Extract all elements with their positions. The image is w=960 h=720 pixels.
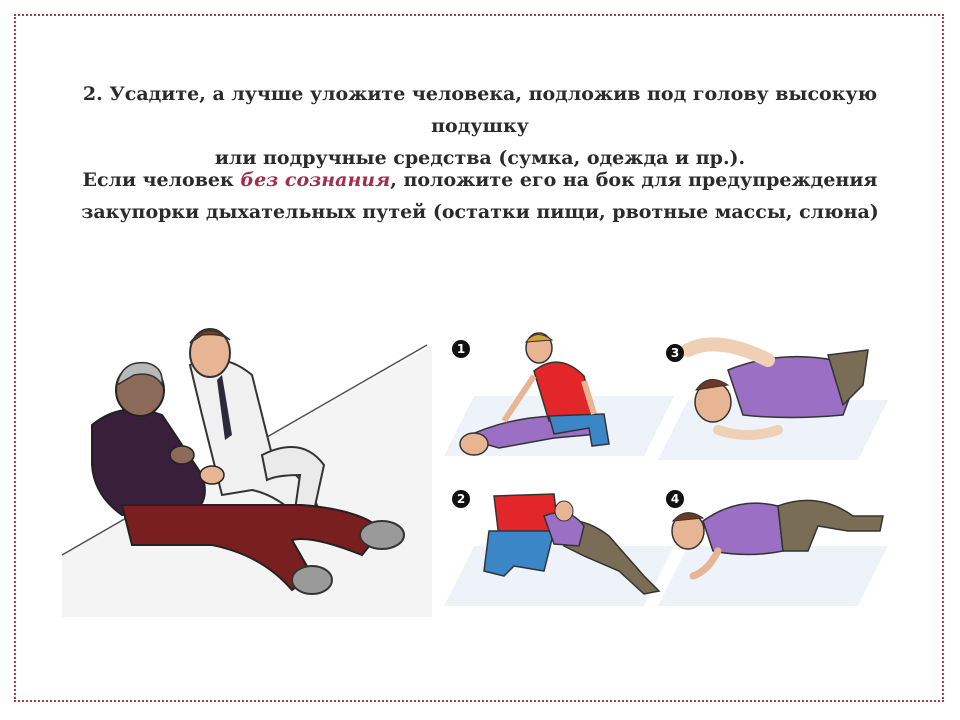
step-number-badge: 1 (452, 340, 470, 358)
step-number-badge: 4 (666, 490, 684, 508)
unconscious-prefix: Если человек (82, 169, 241, 191)
recovery-step-4 (658, 476, 888, 614)
step-1-drawing (444, 326, 674, 464)
step-4-drawing (658, 476, 888, 614)
unconscious-accent-text: без сознания (240, 169, 391, 191)
instruction-paragraph (40, 78, 920, 174)
seated-man-illustration (62, 305, 432, 617)
unconscious-line-1 (40, 164, 920, 196)
instruction-line-2: или подручные средства (сумка, одежда и пр.). (214, 147, 746, 169)
step-number-badge: 3 (666, 344, 684, 362)
recovery-step-1 (444, 326, 674, 464)
unconscious-suffix: , положите его на бок для предупреждения (390, 169, 878, 191)
seated-man-drawing (62, 305, 432, 617)
step-3-drawing (658, 330, 888, 468)
step-number-badge: 2 (452, 490, 470, 508)
recovery-step-3 (658, 330, 888, 468)
unconscious-line-2: закупорки дыхательных путей (остатки пищи, рвотные массы, слюна) (81, 201, 879, 223)
unconscious-paragraph (40, 164, 920, 228)
recovery-step-2 (444, 476, 674, 614)
step-2-drawing (444, 476, 674, 614)
instruction-line-1: 2. Усадите, а лучше уложите человека, подложив под голову высокую подушку (82, 83, 878, 137)
